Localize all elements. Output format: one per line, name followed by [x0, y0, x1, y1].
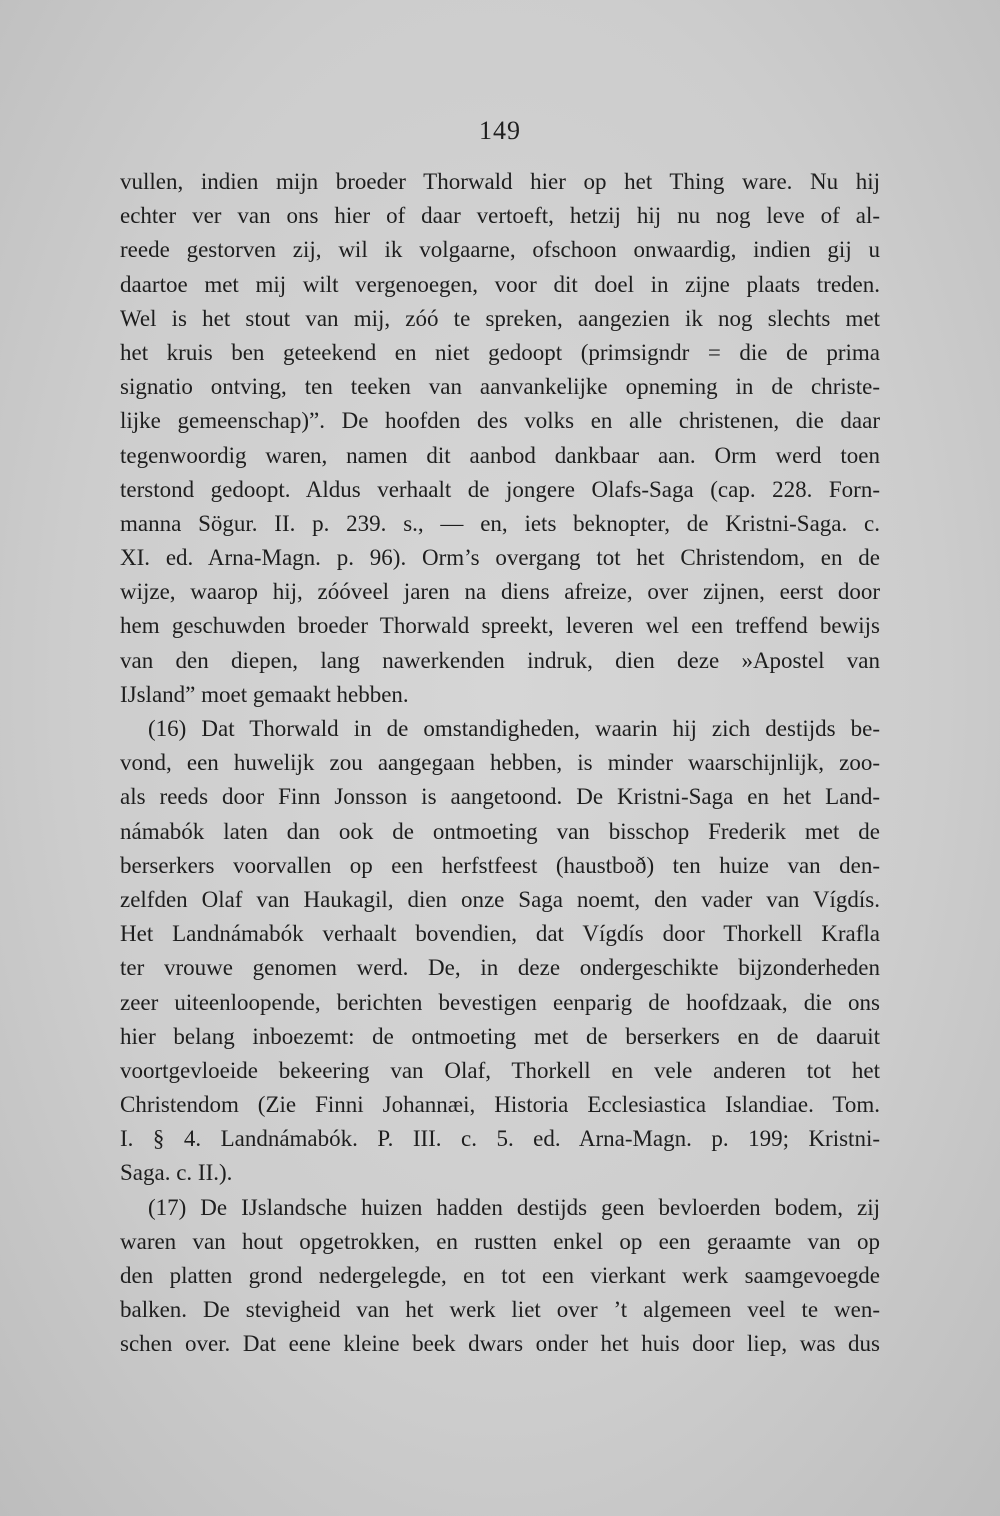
text-line: het kruis ben geteekend en niet gedoopt (primsigndr = die de prima	[120, 339, 880, 365]
text-line: (16) Dat Thorwald in de omstandigheden, waarin hij zich destijds be-	[148, 716, 880, 741]
text-line: zelfden Olaf van Haukagil, dien onze Saga noemt, den vader van Vígdís.	[120, 886, 880, 912]
text-line: námabók laten dan ook de ontmoeting van bisschop Frederik met de	[120, 818, 880, 844]
text-line: Saga. c. II.).	[120, 1160, 233, 1186]
text-line: voortgevloeide bekeering van Olaf, Thorkell en vele anderen tot het	[120, 1057, 880, 1083]
text-line: tegenwoordig waren, namen dit aanbod dankbaar aan. Orm werd toen	[120, 442, 880, 468]
body-text	[120, 165, 880, 1362]
text-line: signatio ontving, ten teeken van aanvankelijke opneming in de christe-	[120, 374, 880, 400]
text-line: Christendom (Zie Finni Johannæi, Historia Ecclesiastica Islandiae. Tom.	[120, 1092, 880, 1118]
text-line: manna Sögur. II. p. 239. s., — en, iets beknopter, de Kristni-Saga. c.	[120, 510, 880, 536]
text-line: hem geschuwden broeder Thorwald spreekt, leveren wel een treffend bewijs	[120, 613, 880, 639]
text-line: den platten grond nedergelegde, en tot een vierkant werk saamgevoegde	[120, 1263, 880, 1288]
text-line: vullen, indien mijn broeder Thorwald hier op het Thing ware. Nu hij	[120, 169, 880, 194]
text-line: I. § 4. Landnámabók. P. III. c. 5. ed. Arna-Magn. p. 199; Kristni-	[120, 1126, 880, 1152]
text-line: balken. De stevigheid van het werk liet over ’t algemeen veel te wen-	[120, 1297, 880, 1323]
text-line: waren van hout opgetrokken, en rustten enkel op een geraamte van op	[120, 1228, 880, 1254]
text-line: vond, een huwelijk zou aangegaan hebben, is minder waarschijnlijk, zoo-	[120, 750, 880, 776]
text-line: (17) De IJslandsche huizen hadden destijds geen bevloerden bodem, zij	[148, 1194, 880, 1220]
text-line: wijze, waarop hij, zóóveel jaren na diens afreize, over zijnen, eerst door	[120, 579, 880, 605]
text-line: schen over. Dat eene kleine beek dwars onder het huis door liep, was dus	[120, 1331, 880, 1357]
text-line: hier belang inboezemt: de ontmoeting met de berserkers en de daaruit	[120, 1023, 880, 1049]
text-line: van den diepen, lang nawerkenden indruk, dien deze »Apostel van	[120, 647, 880, 673]
text-line: als reeds door Finn Jonsson is aangetoond. De Kristni-Saga en het Land-	[120, 784, 880, 810]
text-line: XI. ed. Arna-Magn. p. 96). Orm’s overgang tot het Christendom, en de	[120, 545, 880, 571]
text-line: echter ver van ons hier of daar vertoeft, hetzij hij nu nog leve of al-	[120, 203, 880, 229]
text-line: ter vrouwe genomen werd. De, in deze ondergeschikte bijzonderheden	[120, 955, 880, 981]
text-line: IJsland” moet gemaakt hebben.	[120, 681, 409, 707]
text-line: Het Landnámabók verhaalt bovendien, dat Vígdís door Thorkell Krafla	[120, 921, 880, 947]
text-line: daartoe met mij wilt vergenoegen, voor dit doel in zijne plaats treden.	[120, 271, 880, 297]
text-line: zeer uiteenloopende, berichten bevestigen eenparig de hoofdzaak, die ons	[120, 989, 880, 1015]
text-line: berserkers voorvallen op een herfstfeest (haustboð) ten huize van den-	[120, 852, 880, 878]
text-line: reede gestorven zij, wil ik volgaarne, ofschoon onwaardig, indien gij u	[120, 237, 880, 263]
text-line: lijke gemeenschap)”. De hoofden des volks en alle christenen, die daar	[120, 408, 880, 434]
text-line: Wel is het stout van mij, zóó te spreken, aangezien ik nog slechts met	[120, 305, 880, 331]
text-line: terstond gedoopt. Aldus verhaalt de jongere Olafs-Saga (cap. 228. Forn-	[120, 476, 880, 502]
page-number: 149	[479, 116, 521, 145]
